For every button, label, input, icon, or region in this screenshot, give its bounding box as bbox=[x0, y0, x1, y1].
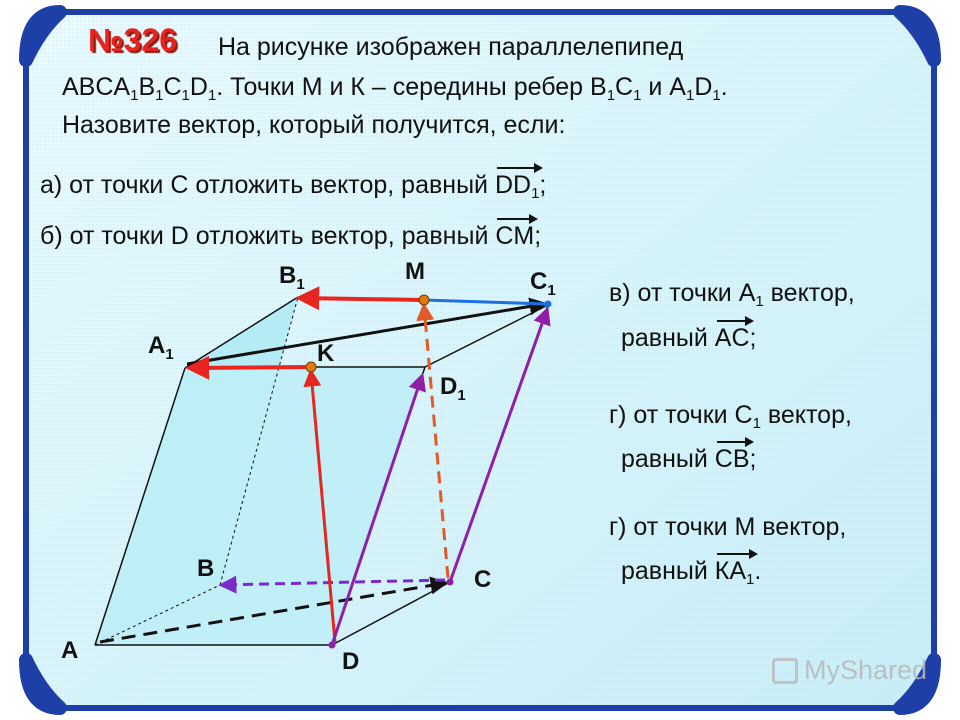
problem-line-2: $ABCA_1B_1C_1D_1$. Точки М и К – середины ребер $В_1С_1$ и $А_1D_1$. bbox=[62, 73, 728, 104]
point-M bbox=[419, 295, 429, 305]
vector-DD1-label: $DD_1$ bbox=[494, 171, 540, 202]
vector-KA1-label: $КА_1$ bbox=[714, 557, 755, 588]
problem-number: №326 bbox=[88, 22, 178, 58]
item-a: а) от точки С отложить вектор, равный $DD_1$; bbox=[40, 171, 547, 202]
point-K bbox=[306, 362, 316, 372]
label-D: D bbox=[342, 648, 360, 675]
intro-text: На рисунке изображен параллелепипед bbox=[218, 33, 684, 61]
item-v-line2: равный AC; bbox=[621, 324, 757, 352]
item-g1-line2: равный CB; bbox=[621, 445, 757, 473]
label-D1: $D_1$ bbox=[440, 373, 466, 404]
label-C: C bbox=[474, 566, 492, 593]
point-C bbox=[447, 579, 454, 586]
watermark-logo-icon bbox=[772, 658, 798, 684]
vector-MB1 bbox=[300, 298, 424, 300]
item-b: б) от точки D отложить вектор, равный CM; bbox=[40, 222, 542, 250]
item-g2-line1: г) от точки М вектор, bbox=[609, 513, 847, 541]
vector-AC-label: AC bbox=[714, 324, 750, 352]
item-g1-line1: г) от точки $С_1$ вектор, bbox=[609, 401, 852, 432]
item-g2-line2: равный $КА_1$. bbox=[621, 557, 762, 588]
problem-line-3: Назовите вектор, который получится, если: bbox=[62, 111, 566, 139]
watermark: MyShared bbox=[772, 655, 927, 686]
label-K: K bbox=[317, 340, 335, 367]
point-D bbox=[329, 642, 336, 649]
label-A1: $A_1$ bbox=[148, 332, 174, 363]
item-v-line1: в) от точки $А_1$ вектор, bbox=[609, 279, 855, 310]
label-C1: $C_1$ bbox=[530, 268, 556, 299]
vector-KA1 bbox=[190, 367, 311, 368]
label-A: A bbox=[61, 637, 79, 664]
vector-CM-label: CM bbox=[495, 222, 535, 250]
label-M: M bbox=[405, 258, 425, 285]
vector-CB-label: CB bbox=[714, 445, 750, 473]
label-B1: $B_1$ bbox=[279, 262, 305, 293]
label-B: B bbox=[197, 555, 215, 582]
point-C1 bbox=[545, 301, 552, 308]
